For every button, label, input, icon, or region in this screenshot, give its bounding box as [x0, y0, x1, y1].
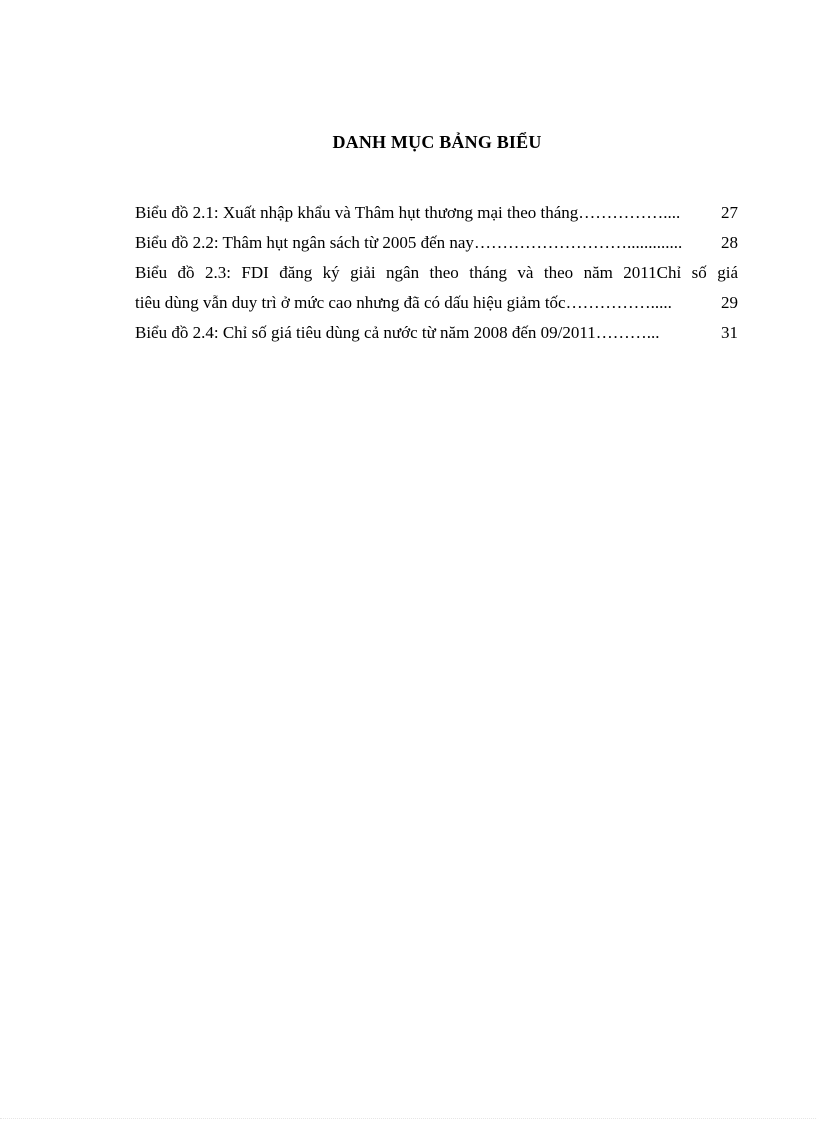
toc-entry-2-4[interactable] — [135, 318, 738, 348]
toc-entry-leader: …………….... — [578, 203, 681, 222]
table-of-figures — [135, 198, 738, 348]
page-bottom-border — [0, 1118, 816, 1119]
toc-entry-text: Biểu đồ 2.2: Thâm hụt ngân sách từ 2005 đến nay — [135, 233, 474, 252]
toc-entry-page-number: 28 — [721, 233, 738, 252]
toc-entry-text: Biểu đồ 2.4: Chỉ số giá tiêu dùng cả nước từ năm 2008 đến 09/2011 — [135, 323, 596, 342]
toc-entry-2-3[interactable] — [135, 258, 738, 318]
toc-entry-2-2[interactable] — [135, 228, 738, 258]
toc-entry-leader: ………... — [595, 323, 660, 342]
toc-entry-page-number: 29 — [721, 293, 738, 312]
toc-entry-text: Biểu đồ 2.1: Xuất nhập khẩu và Thâm hụt thương mại theo tháng — [135, 203, 579, 222]
toc-entry-text-line2: tiêu dùng vẫn duy trì ở mức cao nhưng đã có dấu hiệu giảm tốc — [135, 293, 566, 312]
toc-entry-text-line1: Biểu đồ 2.3: FDI đăng ký giải ngân theo tháng và theo năm 2011Chỉ số giá — [135, 263, 738, 282]
toc-entry-line2 — [135, 288, 738, 318]
toc-entry-leader: ………………………............. — [473, 233, 683, 252]
toc-entry-2-1[interactable] — [135, 198, 738, 228]
toc-entry-page-number: 31 — [721, 323, 738, 342]
toc-entry-page-number: 27 — [721, 203, 738, 222]
toc-entry-leader: ……………..... — [565, 293, 672, 312]
page-title: DANH MỤC BẢNG BIỂU — [332, 132, 542, 152]
